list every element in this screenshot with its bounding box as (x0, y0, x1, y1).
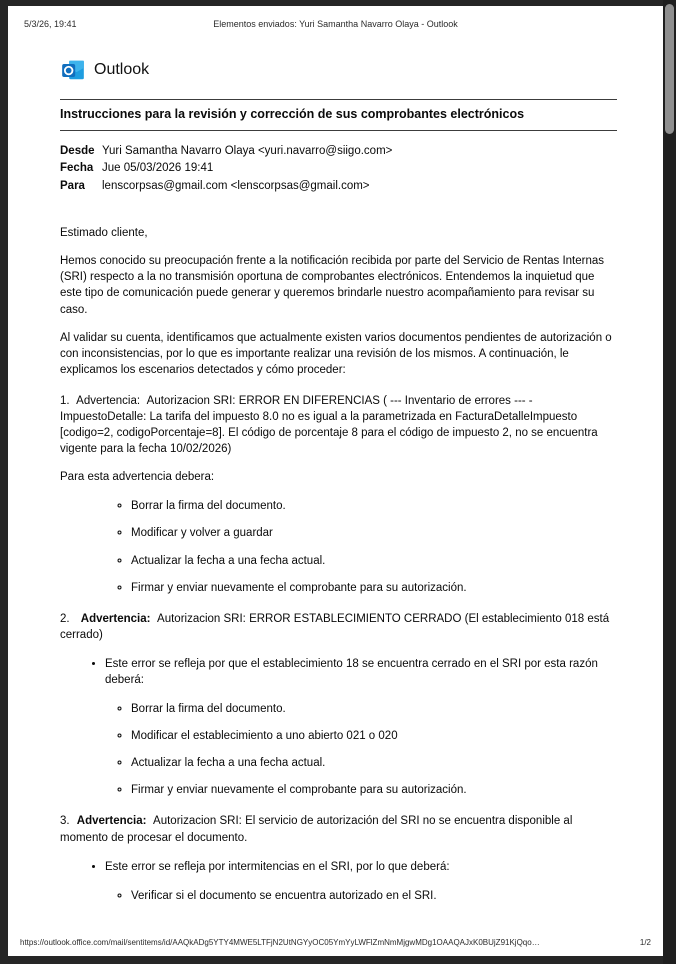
warning-2-label: Advertencia: (80, 612, 151, 625)
print-page-number: 1/2 (639, 938, 651, 947)
intro-paragraph-2: Al validar su cuenta, identificamos que actualmente existen varios documentos pendientes de autorización o con inconsistencias, por lo que es importante realizar una revisión de los mismos. A continuación, le explicamos los escenarios detectados y cómo proceder: (60, 331, 612, 376)
meta-from-row (60, 143, 617, 161)
warning-2-step: ◦ Firmar y enviar nuevamente el comprobante para su autorización. (131, 782, 617, 798)
scrollbar-thumb[interactable] (665, 4, 674, 134)
from-value: Yuri Samantha Navarro Olaya <yuri.navarro@siigo.com> (102, 144, 393, 157)
warning-2-step: ◦ Actualizar la fecha a una fecha actual. (131, 755, 617, 771)
warning-2-number: 2. (60, 612, 70, 625)
intro-paragraph-1: Hemos conocido su preocupación frente a la notificación recibida por parte del Servicio de Rentas Internas (SRI) respecto a la no transmisión oportuna de comprobantes electrónicos. Entendemos la inquietud que este tipo de comunicación puede generar y queremos brindarle nuestro acompañamiento para revisar su caso. (60, 255, 605, 316)
warning-1-step: ◦ Firmar y enviar nuevamente el comprobante para su autorización. (131, 580, 617, 596)
warning-1-label: Advertencia: (76, 394, 141, 407)
to-label: Para (60, 179, 85, 192)
warning-2-cause: • Este error se refleja por que el establecimiento 18 se encuentra cerrado en el SRI por esta razón deberá: (105, 656, 617, 688)
print-footer-url: https://outlook.office.com/mail/sentitems/id/AAQkADg5YTY4MWE5LTFjN2UtNGYyOC05YmYyLWFlZmNmMjgwMDg1OAAQAJxK0BUjZ91KjQqo… (20, 938, 540, 947)
print-header (8, 6, 663, 32)
warning-2-step: ◦ Modificar el establecimiento a uno abierto 021 o 020 (131, 728, 617, 744)
warning-1-step: ◦ Borrar la firma del documento. (131, 498, 617, 514)
warning-2-cause-list (60, 656, 617, 688)
warning-1-step: ◦ Actualizar la fecha a una fecha actual. (131, 553, 617, 569)
warning-1-lead: Para esta advertencia debera: (60, 471, 215, 484)
warning-1-number: 1. (60, 394, 70, 407)
warning-3-text: Autorizacion SRI: El servicio de autorización del SRI no se encuentra disponible al momento de procesar el documento. (60, 815, 573, 844)
warning-3-label: Advertencia: (76, 815, 147, 828)
date-label: Fecha (60, 162, 94, 175)
print-doc-title: Elementos enviados: Yuri Samantha Navarro Olaya - Outlook (213, 19, 458, 29)
warning-1 (60, 393, 617, 457)
meta-date-row (60, 160, 617, 178)
warning-2-steps (60, 701, 617, 798)
email-subject: Instrucciones para la revisión y corrección de sus comprobantes electrónicos (60, 99, 617, 131)
outlook-brand-name: Outlook (94, 60, 150, 78)
warning-3 (60, 813, 617, 845)
warning-1-text: Autorizacion SRI: ERROR EN DIFERENCIAS ( --- Inventario de errores --- - ImpuestoDetalle: La tarifa del impuesto 8.0 no es igual a la parametrizada en FacturaDetalleImpuesto [codigo=2, codigoPorcentaje=8]. El código de porcentaje 8 para el código de impuesto 2, no se encuentra vigente para la fecha 10/02/2026) (60, 394, 598, 456)
meta-to-row (60, 178, 617, 196)
from-label: Desde (60, 144, 95, 157)
warning-2-step: ◦ Borrar la firma del documento. (131, 701, 617, 717)
warning-1-step: ◦ Modificar y volver a guardar (131, 525, 617, 541)
print-footer (8, 938, 663, 947)
outlook-logo-icon (60, 57, 86, 83)
outlook-brand (60, 56, 617, 84)
warning-3-steps (60, 888, 617, 904)
warning-1-steps (60, 498, 617, 595)
email-content (60, 56, 617, 904)
warning-3-step: ◦ Verificar si el documento se encuentra autorizado en el SRI. (131, 888, 617, 904)
document-page (8, 6, 663, 956)
date-value: Jue 05/03/2026 19:41 (102, 162, 214, 175)
warning-2 (60, 611, 617, 643)
greeting: Estimado cliente, (60, 227, 148, 240)
warning-2-text: Autorizacion SRI: ERROR ESTABLECIMIENTO CERRADO (El establecimiento 018 está cerrado) (60, 612, 610, 641)
email-meta (60, 143, 617, 196)
warning-3-number: 3. (60, 815, 70, 828)
warning-3-cause: • Este error se refleja por intermitencias en el SRI, por lo que deberá: (105, 859, 617, 875)
print-datetime: 5/3/26, 19:41 (24, 19, 77, 29)
warning-3-cause-list (60, 859, 617, 875)
scrollbar[interactable] (663, 0, 676, 964)
to-value: lenscorpsas@gmail.com <lenscorpsas@gmail.com> (102, 179, 370, 192)
